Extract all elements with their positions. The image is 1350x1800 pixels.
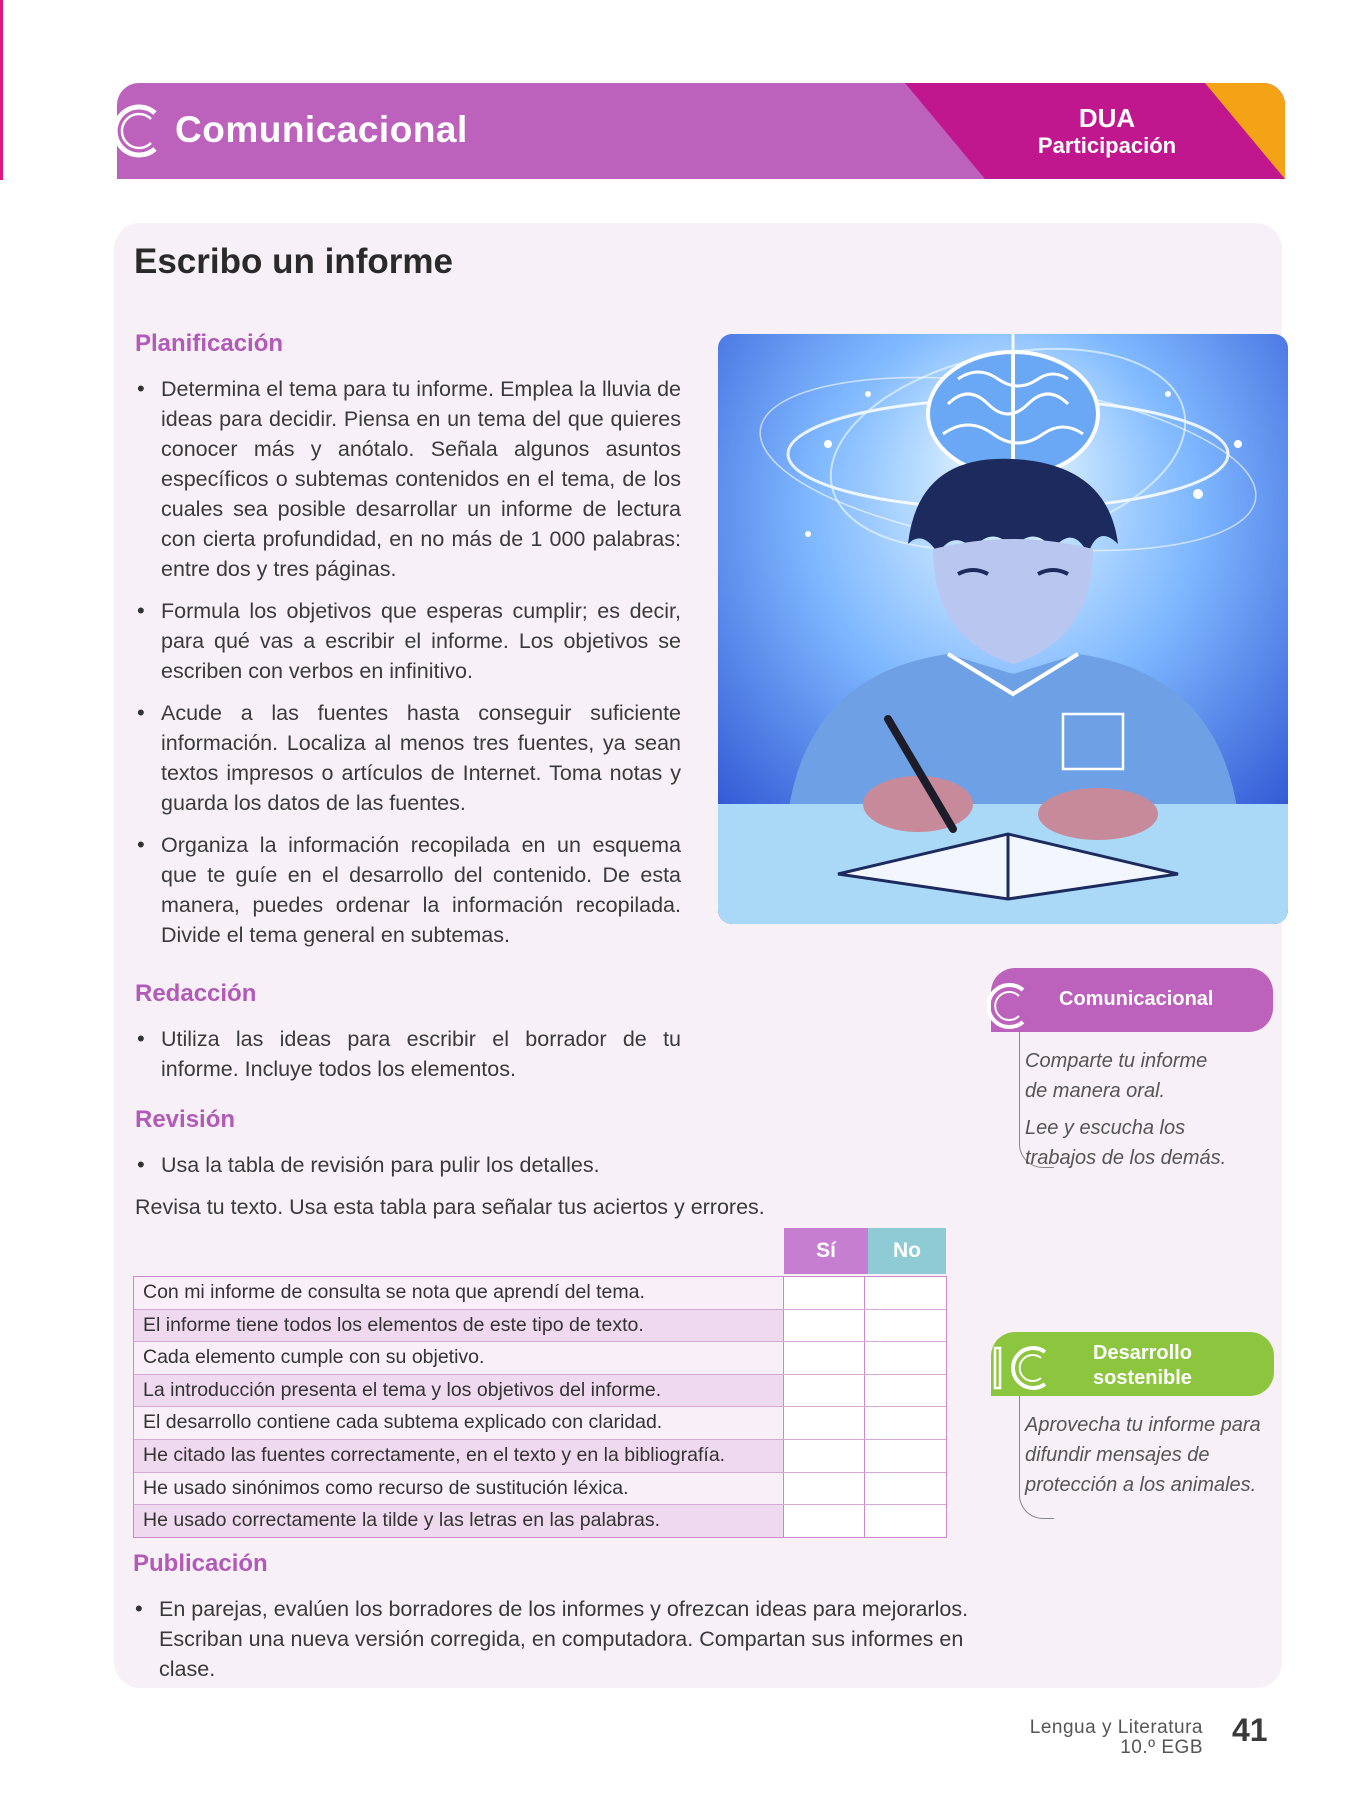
table-body	[133, 1276, 947, 1538]
row-criterion: El desarrollo contiene cada subtema explicado con claridad.	[134, 1407, 783, 1439]
list-item: • Organiza la información recopilada en un esquema que te guíe en el desarrollo del contenido. De esta manera, puedes ordenar la información recopilada. Divide el tema general en subtemas.	[135, 830, 681, 950]
check-cell-si[interactable]	[783, 1342, 865, 1374]
sidebar-text-line: Lee y escucha los trabajos de los demás.	[1025, 1117, 1227, 1169]
footer-subject-name: Lengua y Literatura	[1029, 1717, 1203, 1738]
heading-planificacion: Planificación	[135, 330, 284, 357]
dua-badge	[1017, 103, 1197, 159]
table-row	[134, 1375, 946, 1408]
check-cell-si[interactable]	[783, 1277, 865, 1309]
check-cell-no[interactable]	[864, 1310, 946, 1342]
dua-subtitle: Participación	[1037, 133, 1177, 158]
row-criterion: Con mi informe de consulta se nota que aprendí del tema.	[134, 1277, 783, 1309]
list-item: • Acude a las fuentes hasta conseguir suficiente información. Localiza al menos tres fuentes, ya sean textos impresos o artículos de Internet. Toma notas y guarda los datos de las fuentes.	[135, 698, 681, 818]
heading-redaccion: Redacción	[135, 980, 257, 1007]
list-item: • Utiliza las ideas para escribir el borrador de tu informe. Incluye todos los elementos.	[135, 1024, 681, 1084]
table-row	[134, 1277, 946, 1310]
publicacion-list	[133, 1594, 979, 1696]
check-cell-no[interactable]	[864, 1277, 946, 1309]
table-row	[134, 1342, 946, 1375]
column-header-no: No	[868, 1228, 946, 1274]
sidebar-text-sostenible: Aprovecha tu informe para difundir mensajes de protección a los animales.	[1025, 1414, 1261, 1496]
row-criterion: He usado correctamente la tilde y las letras en las palabras.	[134, 1505, 783, 1537]
heading-publicacion: Publicación	[133, 1550, 268, 1577]
page-number: 41	[1232, 1712, 1268, 1748]
sidebar-pill-comunicacional	[991, 968, 1273, 1032]
list-item: • Usa la tabla de revisión para pulir los detalles.	[135, 1150, 755, 1180]
redaccion-list	[135, 1024, 681, 1096]
check-cell-no[interactable]	[864, 1407, 946, 1439]
heading-revision: Revisión	[135, 1106, 236, 1133]
sidebar-label-sostenible-1: Desarrollo	[1093, 1342, 1192, 1364]
table-row	[134, 1473, 946, 1506]
dua-title: DUA	[1078, 103, 1136, 133]
check-cell-si[interactable]	[783, 1407, 865, 1439]
page-edge-line	[0, 0, 3, 180]
sidebar-text-comunicacional	[1025, 1046, 1265, 1173]
sidebar-box-comunicacional	[991, 968, 1273, 1208]
check-cell-si[interactable]	[783, 1375, 865, 1407]
sidebar-box-sostenible	[991, 1332, 1273, 1532]
list-item: • Determina el tema para tu informe. Emplea la lluvia de ideas para decidir. Piensa en un tema del que quieres conocer más y anótalo. Señala algunos asuntos específicos o subtemas contenidos en el tema, de los cuales sea posible desarrollar un informe de lectura con cierta profundidad, en no más de 1 000 palabras: entre dos y tres páginas.	[135, 374, 681, 584]
row-criterion: El informe tiene todos los elementos de este tipo de texto.	[134, 1310, 783, 1342]
list-item: • Formula los objetivos que esperas cumplir; es decir, para qué vas a escribir el informe. Los objetivos se escriben con verbos en infinitivo.	[135, 596, 681, 686]
row-criterion: La introducción presenta el tema y los objetivos del informe.	[134, 1375, 783, 1407]
table-row	[134, 1310, 946, 1343]
check-cell-si[interactable]	[783, 1310, 865, 1342]
check-cell-si[interactable]	[783, 1440, 865, 1472]
row-criterion: Cada elemento cumple con su objetivo.	[134, 1342, 783, 1374]
column-header-si: Sí	[784, 1228, 868, 1274]
table-row	[134, 1407, 946, 1440]
sidebar-text-line: Comparte tu informe de manera oral.	[1025, 1050, 1208, 1102]
revision-instruction: Revisa tu texto. Usa esta tabla para señalar tus aciertos y errores.	[135, 1195, 765, 1219]
planificacion-list	[135, 374, 681, 962]
comunicacional-c-icon	[117, 103, 163, 159]
header-title: Comunicacional	[175, 109, 468, 150]
footer-grade: 10.º EGB	[1120, 1737, 1203, 1758]
comunicacional-c-icon	[987, 982, 1033, 1030]
section-header	[117, 83, 1285, 179]
sostenible-ic-icon	[993, 1344, 1057, 1392]
check-cell-no[interactable]	[864, 1440, 946, 1472]
check-cell-no[interactable]	[864, 1473, 946, 1505]
row-criterion: He citado las fuentes correctamente, en el texto y en la bibliografía.	[134, 1440, 783, 1472]
page-title: Escribo un informe	[134, 242, 453, 281]
check-cell-no[interactable]	[864, 1505, 946, 1537]
sidebar-label-comunicacional: Comunicacional	[1059, 988, 1214, 1010]
check-cell-no[interactable]	[864, 1342, 946, 1374]
list-item: • En parejas, evalúen los borradores de los informes y ofrezcan ideas para mejorarlos. Escriban una nueva versión corregida, en computadora. Compartan sus informes en clase.	[133, 1594, 979, 1684]
student-brain-illustration	[718, 334, 1288, 924]
row-criterion: He usado sinónimos como recurso de sustitución léxica.	[134, 1473, 783, 1505]
check-cell-si[interactable]	[783, 1505, 865, 1537]
footer-subject	[1030, 1718, 1203, 1758]
table-row	[134, 1505, 946, 1537]
revision-list	[135, 1150, 755, 1192]
sidebar-label-sostenible-2: sostenible	[1093, 1367, 1192, 1389]
table-row	[134, 1440, 946, 1473]
check-cell-si[interactable]	[783, 1473, 865, 1505]
check-cell-no[interactable]	[864, 1375, 946, 1407]
